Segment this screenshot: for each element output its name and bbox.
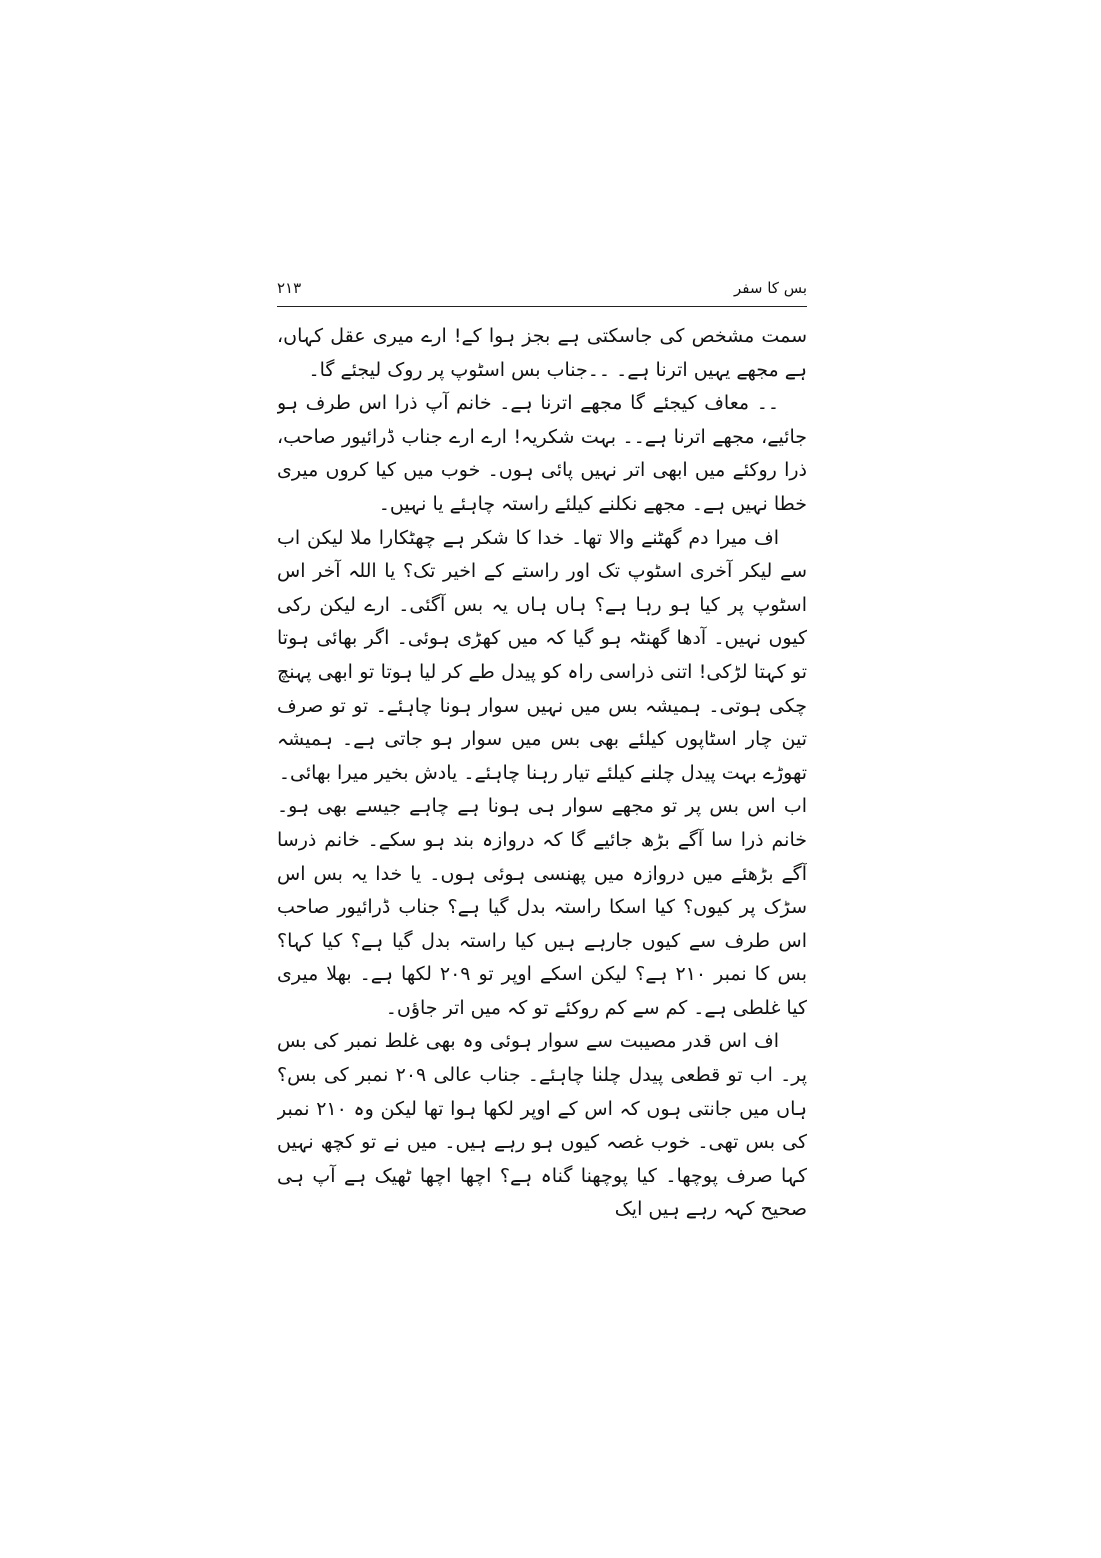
paragraph-4: اب اس بس پر تو مجھے سوار ہی ہونا ہے چاہے جیسے بھی ہو۔ خانم ذرا سا آگے بڑھ جائیے گا کہ دروازہ بند ہو سکے۔ خانم ذرسا آگے بڑھئے میں دروازہ میں پھنسی ہوئی ہوں۔ یا خدا یہ بس اس سڑک پر کیوں؟ کیا اسکا راستہ بدل گیا ہے؟ جناب ڈرائیور صاحب اس طرف سے کیوں جارہے ہیں کیا راستہ بدل گیا ہے؟ کیا کہا؟ بس کا نمبر ۲۱۰ ہے؟ لیکن اسکے اوپر تو ۲۰۹ لکھا ہے۔ بھلا میری کیا غلطی ہے۔ کم سے کم روکئے تو کہ میں اتر جاؤں۔ [277,795,807,1019]
header-divider [277,306,807,307]
page-header [277,276,807,304]
body-text [277,320,807,1260]
paragraph-3: اف میرا دم گھٹنے والا تھا۔ خدا کا شکر ہے چھٹکارا ملا لیکن اب سے لیکر آخری اسٹوپ تک اور راستے کے اخیر تک؟ یا اللہ آخر اس اسٹوپ پر کیا ہو رہا ہے؟ ہاں ہاں یہ بس آگئی۔ ارے لیکن رکی کیوں نہیں۔ آدھا گھنٹہ ہو گیا کہ میں کھڑی ہوئی۔ اگر بھائی ہوتا تو کہتا لڑکی! اتنی ذراسی راہ کو پیدل طے کر لیا ہوتا تو ابھی پہنچ چکی ہوتی۔ ہمیشہ بس میں نہیں سوار ہونا چاہئے۔ تو تو صرف تین چار اسٹاپوں کیلئے بھی بس میں سوار ہو جاتی ہے۔ ہمیشہ تھوڑے بہت پیدل چلنے کیلئے تیار رہنا چاہئے۔ یادش بخیر میرا بھائی۔ [277,526,807,784]
paragraph-1: سمت مشخص کی جاسکتی ہے بجز ہوا کے! ارے میری عقل کہاں، ہے مجھے یہیں اترنا ہے۔ ۔۔جناب بس اسٹوپ پر روک لیجئے گا۔ [277,325,807,381]
paragraph-2: ۔۔ معاف کیجئے گا مجھے اترنا ہے۔ خانم آپ ذرا اس طرف ہو جائیے، مجھے اترنا ہے۔۔ بہت شکریہ! ارے ارے جناب ڈرائیور صاحب، ذرا روکئے میں ابھی اتر نہیں پائی ہوں۔ خوب میں کیا کروں میری خطا نہیں ہے۔ مجھے نکلنے کیلئے راستہ چاہئے یا نہیں۔ [277,392,807,515]
page-number: ۲۱۳ [277,279,302,297]
paragraph-5: اف اس قدر مصیبت سے سوار ہوئی وہ بھی غلط نمبر کی بس پر۔ اب تو قطعی پیدل چلنا چاہئے۔ جناب عالی ۲۰۹ نمبر کی بس؟ ہاں میں جانتی ہوں کہ اس کے اوپر لکھا ہوا تھا لیکن وہ ۲۱۰ نمبر کی بس تھی۔ خوب غصہ کیوں ہو رہے ہیں۔ میں نے تو کچھ نہیں کہا صرف پوچھا۔ کیا پوچھنا گناہ ہے؟ اچھا اچھا ٹھیک ہے آپ ہی صحیح کہہ رہے ہیں ایک [277,1030,807,1221]
running-title: بس کا سفر [734,279,807,297]
